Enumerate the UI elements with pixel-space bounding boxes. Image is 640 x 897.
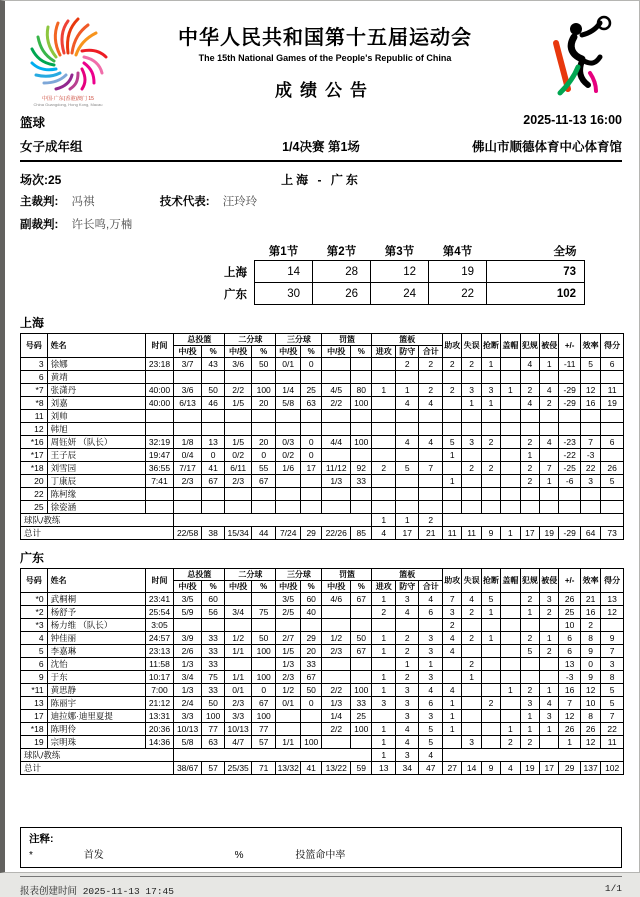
full-game-header: 全场 (553, 245, 577, 258)
player-row: *7 张潇丹 40:00 3/6 50 2/2 100 1/4 25 4/5 80 1 1 2 2 3 3 1 2 4 -29 12 11 (21, 384, 624, 397)
officials-row-2 (20, 216, 622, 233)
player-row: 9 于东 10:17 3/4 75 1/1 100 2/3 67 1 2 3 1 -3 9 8 (21, 671, 624, 684)
player-row: *8 刘嘉 40:00 6/13 46 1/5 20 5/8 63 2/2 100 4 4 1 1 4 2 -29 16 19 (21, 397, 624, 410)
games-title-cn: 中华人民共和国第十五届运动会 (178, 27, 472, 49)
total-row: 总计 22/58 38 15/34 44 7/24 29 22/26 85 4 17 21 11 11 9 1 17 19 -29 64 73 (21, 527, 624, 540)
meta-row-1 (20, 113, 622, 131)
quarter-score-block (208, 241, 622, 305)
shanghai-stats-table (20, 333, 624, 540)
section-title-guangdong: 广东 (20, 551, 45, 565)
referee-name: 冯祺 (71, 196, 95, 208)
q2-header: 第2节 (326, 245, 357, 258)
shanghai-player-rows (21, 358, 624, 540)
emblem-caption-en: China Guangdong, Hong Kong, Macau (33, 102, 103, 107)
page-number: 1/1 (604, 883, 622, 894)
player-row: 11 刘帅 (21, 410, 624, 423)
player-row: 19 宗明珠 14:36 5/8 63 4/7 57 1/1 100 1 4 5 3 2 2 1 12 11 (21, 736, 624, 749)
player-row: 17 迪拉娜·迪里夏提 13:31 3/3 100 3/3 100 1/4 25 3 3 1 1 3 12 8 7 (21, 710, 624, 723)
meta-row-2 (20, 137, 622, 155)
q1-header: 第1节 (268, 245, 299, 258)
player-row: *0 武桐桐 23:41 3/5 60 3/5 60 4/6 67 1 3 4 7 4 5 2 3 26 21 13 (21, 593, 624, 606)
games-emblem (20, 13, 116, 107)
player-row: 5 李嘉琳 23:13 2/6 33 1/1 100 1/5 20 2/3 67 1 2 3 4 5 2 6 9 7 (21, 645, 624, 658)
player-row: 13 陈丽宇 21:12 2/4 50 2/3 67 0/1 0 1/3 33 3 3 6 1 2 3 4 7 10 5 (21, 697, 624, 710)
tech-delegate-label: 技术代表: (159, 196, 210, 208)
team-coach-row: 球队/教练 1 1 2 (21, 514, 624, 527)
player-row: 3 徐娜 23:18 3/7 43 3/6 50 0/1 0 2 2 2 2 1 4 1 -11 5 6 (21, 358, 624, 371)
quarter-row-shanghai: 上海 14 28 12 19 73 (208, 261, 585, 283)
team-name: 广东 (224, 288, 247, 301)
final-score: 102 (487, 283, 585, 305)
group-label: 女子成年组 (20, 140, 83, 154)
emblem-caption-cn: 中国·广东(香港)澳门 15 (42, 96, 94, 102)
section-title-shanghai: 上海 (20, 316, 45, 330)
team-name: 上海 (224, 266, 247, 279)
team-coach-row: 球队/教练 1 3 4 (21, 749, 624, 762)
player-row: *3 杨力维 （队长） 3:05 2 10 2 (21, 619, 624, 632)
report-title: 成绩公告 (275, 81, 375, 100)
basketball-pictogram (534, 13, 622, 102)
pct-symbol: % (234, 850, 244, 861)
referee-label: 主裁判: (20, 196, 59, 208)
tech-delegate-name: 汪玲玲 (222, 196, 258, 208)
player-row: 6 沈怡 11:58 1/3 33 1/3 33 1 1 2 13 0 3 (21, 658, 624, 671)
stats-header: 号码 姓名 时间 总投篮 二分球 三分球 罚篮 篮板 助攻 失误 抢断 盖帽 犯规 被侵 +/- 效率 得分 中/投 % 中/投 % 中/投 % 中/投 % 进攻 防守 合计 (21, 334, 624, 358)
header-divider (20, 160, 622, 162)
starter-symbol: * (29, 850, 33, 861)
quarter-header-row (208, 241, 585, 261)
report-header (20, 13, 622, 107)
total-row: 总计 38/67 57 25/35 71 13/32 41 13/22 59 13 34 47 27 14 9 4 19 17 29 137 102 (21, 762, 624, 775)
q3-header: 第3节 (384, 245, 415, 258)
player-row: 20 丁康辰 7:41 2/3 67 2/3 67 1/3 33 1 2 1 -6 3 5 (21, 475, 624, 488)
sport-label: 篮球 (20, 116, 46, 130)
game-number: 场次:25 (20, 173, 62, 187)
stats-header: 号码 姓名 时间 总投篮 二分球 三分球 罚篮 篮板 助攻 失误 抢断 盖帽 犯规 被侵 +/- 效率 得分 中/投 % 中/投 % 中/投 % 中/投 % 进攻 防守 合计 (21, 569, 624, 593)
umpire-label: 副裁判: (20, 219, 59, 231)
title-block (116, 13, 534, 101)
venue-label: 佛山市顺德体育中心体育馆 (471, 140, 622, 154)
starter-desc: 首发 (83, 850, 104, 861)
games-title-en: The 15th National Games of the People's Republic of China (198, 53, 452, 63)
guangdong-stats-table (20, 568, 624, 775)
player-row: *16 周钰妍 （队长） 32:19 1/8 13 1/5 20 0/3 0 4/4 100 4 4 5 3 2 2 4 -23 7 6 (21, 436, 624, 449)
match-line (20, 171, 622, 187)
q4-header: 第4节 (442, 245, 473, 258)
player-row: *18 刘雪园 36:55 7/17 41 6/11 55 1/6 17 11/12 92 2 5 7 2 2 2 7 -25 22 26 (21, 462, 624, 475)
quarter-row-guangdong: 广东 30 26 24 22 102 (208, 283, 585, 305)
quarter-score-table (208, 241, 585, 305)
notes-box (20, 827, 622, 868)
officials-row-1 (20, 193, 622, 210)
umpire-names: 许长鸣,万楠 (71, 219, 133, 231)
player-row: 25 徐姿涵 (21, 501, 624, 514)
player-row: *2 杨舒予 25:54 5/9 56 3/4 75 2/5 40 2 4 6 3 2 1 1 2 25 16 12 (21, 606, 624, 619)
player-row: *18 陈明伶 20:36 10/13 77 10/13 77 2/2 100 1 4 5 1 1 1 1 26 26 22 (21, 723, 624, 736)
basketball-pictogram-icon (538, 15, 618, 97)
report-footer (20, 876, 622, 897)
match-datetime: 2025-11-13 16:00 (523, 113, 622, 127)
matchup: 上海 - 广东 (281, 173, 361, 187)
guangdong-player-rows (21, 593, 624, 775)
pct-desc: 投篮命中率 (295, 850, 346, 861)
games-emblem-icon (26, 13, 110, 91)
player-row: 4 钟佳丽 24:57 3/9 33 1/2 50 2/7 29 1/2 50 1 2 3 4 2 1 2 1 6 8 9 (21, 632, 624, 645)
player-row: *11 黄思静 7:00 1/3 33 0/1 0 1/2 50 2/2 100 1 3 4 4 1 2 1 16 12 5 (21, 684, 624, 697)
report-created-time: 报表创建时间 2025-11-13 17:45 (20, 886, 174, 897)
player-row: 12 韩旭 (21, 423, 624, 436)
notes-title: 注释: (29, 833, 54, 845)
notes-legend (29, 846, 613, 861)
player-row: 22 陈柯缘 (21, 488, 624, 501)
player-row: *17 王子辰 19:47 0/4 0 0/2 0 0/2 0 1 1 -22 -3 (21, 449, 624, 462)
final-score: 73 (487, 261, 585, 283)
player-row: 6 黄靖 (21, 371, 624, 384)
round-label: 1/4决赛 第1场 (282, 140, 360, 154)
